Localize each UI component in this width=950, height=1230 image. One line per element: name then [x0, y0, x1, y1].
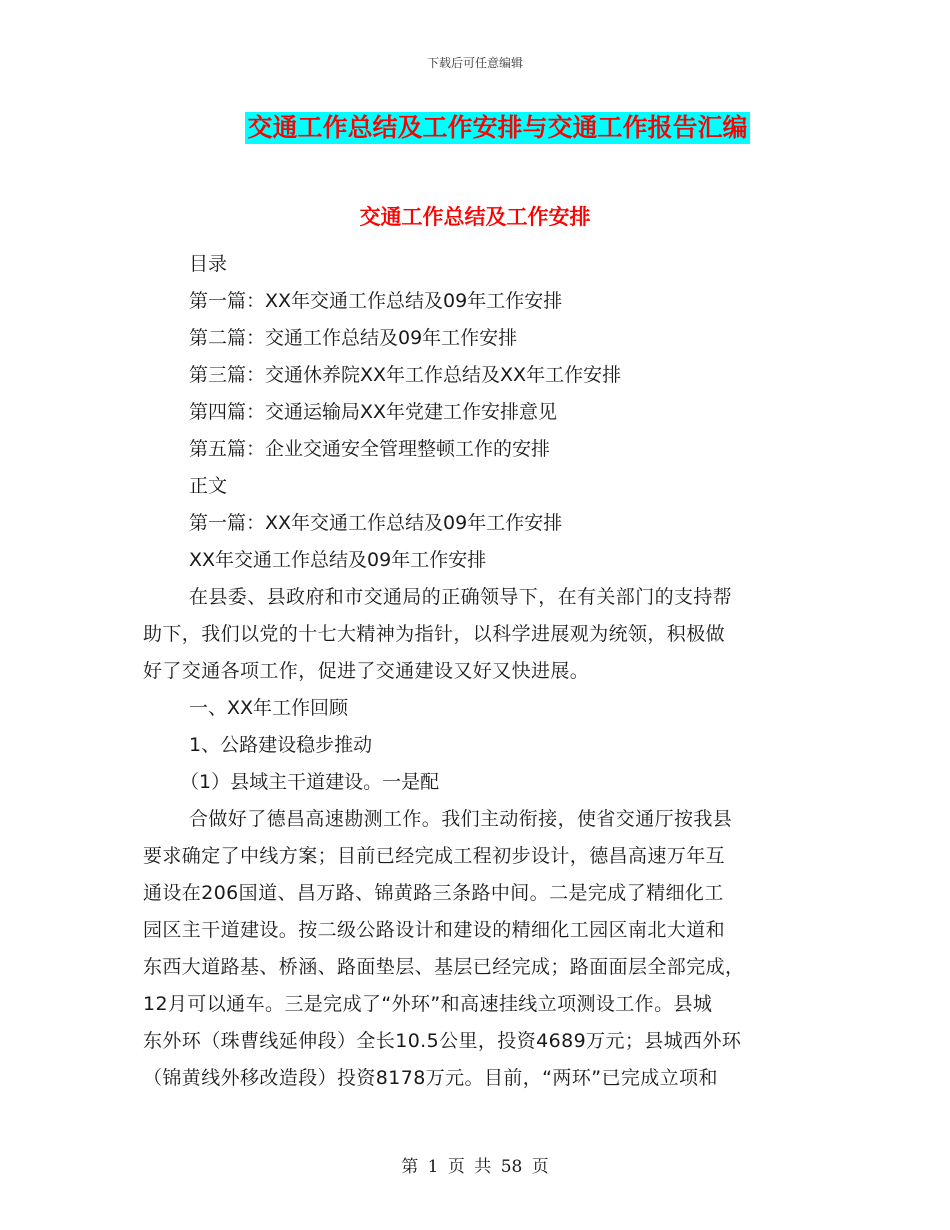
toc-item-1: 第一篇：XX年交通工作总结及09年工作安排: [189, 290, 563, 312]
toc-item-2: 第二篇：交通工作总结及09年工作安排: [189, 327, 518, 349]
toc-item-3: 第三篇：交通休养院XX年工作总结及XX年工作安排: [189, 364, 622, 386]
chapter-title: 第一篇：XX年交通工作总结及09年工作安排: [189, 512, 563, 534]
body-heading: 正文: [189, 475, 228, 497]
sub-title: 交通工作总结及工作安排: [359, 205, 591, 229]
intro-line-1: 在县委、县政府和市交通局的正确领导下，在有关部门的支持帮: [189, 586, 733, 608]
detail-line-5: 东西大道路基、桥涵、路面垫层、基层已经完成；路面面层全部完成，: [143, 956, 745, 978]
detail-line-2: 要求确定了中线方案；目前已经完成工程初步设计，德昌高速万年互: [143, 845, 726, 867]
detail-line-7: 东外环（珠曹线延伸段）全长10.5公里，投资4689万元；县城西外环: [143, 1030, 742, 1052]
toc-item-4: 第四篇：交通运输局XX年党建工作安排意见: [189, 401, 558, 423]
main-title-wrap: [0, 112, 950, 144]
page-footer: 第 1 页 共 58 页: [401, 1157, 549, 1177]
main-title: 交通工作总结及工作安排与交通工作报告汇编: [247, 113, 748, 142]
intro-line-2: 助下，我们以党的十七大精神为指针，以科学进展观为统领，积极做: [143, 623, 726, 645]
toc-item-5: 第五篇：企业交通安全管理整顿工作的安排: [189, 438, 551, 460]
detail-line-6: 12月可以通车。三是完成了“外环”和高速挂线立项测设工作。县城: [143, 993, 713, 1015]
intro-line-3: 好了交通各项工作，促进了交通建设又好又快进展。: [143, 660, 590, 682]
detail-line-4: 园区主干道建设。按二级公路设计和建设的精细化工园区南北大道和: [143, 919, 726, 941]
detail-line-3: 通设在206国道、昌万路、锦黄路三条路中间。二是完成了精细化工: [143, 882, 724, 904]
section-heading-1: 一、XX年工作回顾: [189, 697, 349, 719]
article-title: XX年交通工作总结及09年工作安排: [189, 549, 487, 571]
detail-line-8: （锦黄线外移改造段）投资8178万元。目前，“两环”已完成立项和: [143, 1067, 718, 1089]
section-heading-1-1: 1、公路建设稳步推动: [189, 734, 373, 756]
document-body: [143, 246, 813, 1097]
header-note: 下载后可任意编辑: [426, 56, 523, 70]
section-heading-1-1-1: （1）县域主干道建设。一是配: [180, 771, 440, 793]
toc-heading: 目录: [189, 253, 228, 275]
detail-line-1: 合做好了德昌高速勘测工作。我们主动衔接，使省交通厅按我县: [189, 808, 733, 830]
